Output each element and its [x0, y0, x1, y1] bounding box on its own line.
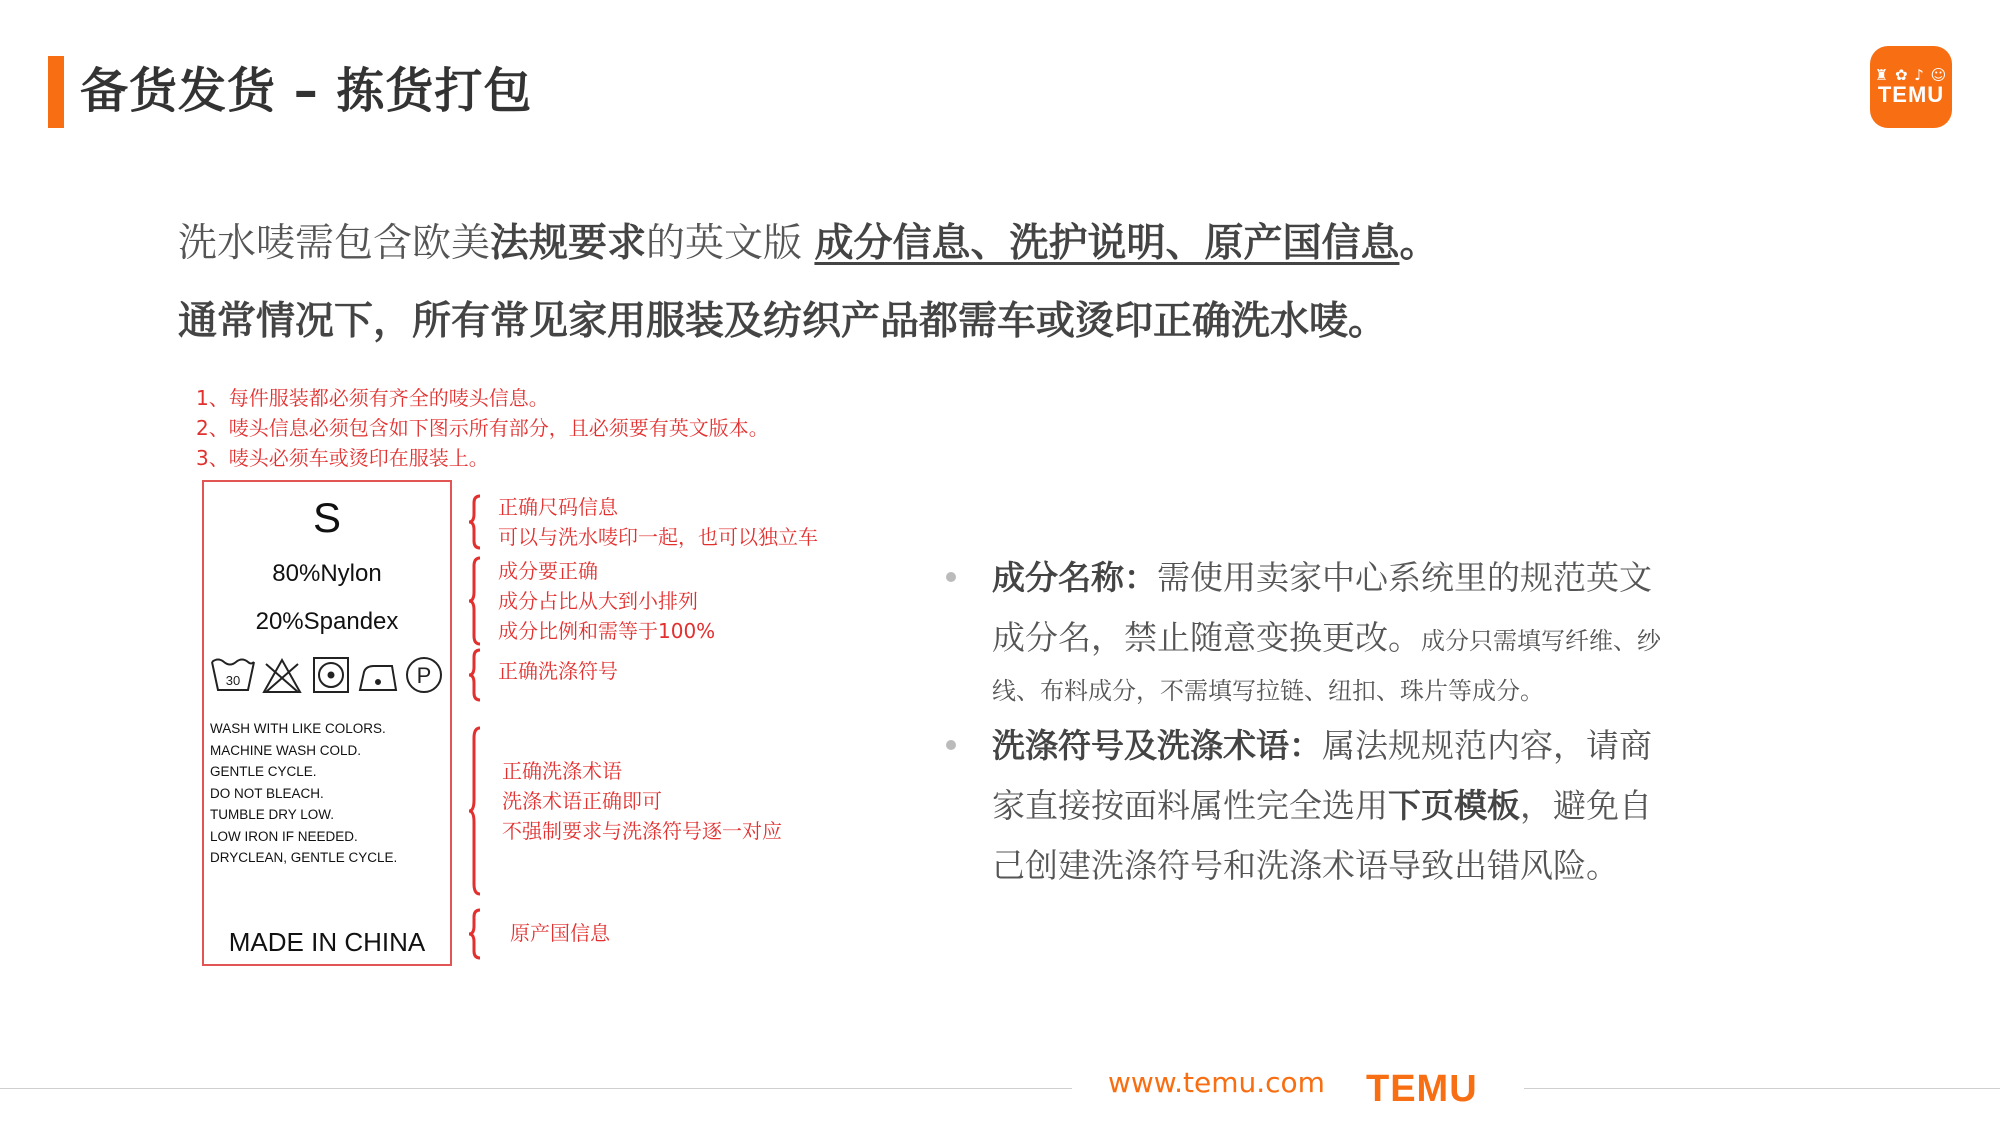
bullet-2-line-1: 洗涤符号及洗涤术语：属法规规范内容，请商 [992, 726, 1652, 765]
brace-origin [462, 908, 486, 960]
care-line: DRYCLEAN, GENTLE CYCLE. [210, 850, 398, 865]
tumble-dry-low-icon [314, 658, 348, 692]
care-line: TUMBLE DRY LOW. [210, 807, 335, 822]
bullet-1-line-2: 成分名，禁止随意变换更改。成分只需填写纤维、纱 [992, 618, 1661, 657]
bullet-dot-2 [946, 740, 956, 750]
bullet-1-line-1: 成分名称：需使用卖家中心系统里的规范英文 [992, 558, 1652, 597]
rule-item-2: 2、唛头信息必须包含如下图示所有部分，且必须要有英文版本。 [196, 416, 769, 440]
bullet-2-line-3: 己创建洗涤符号和洗涤术语导致出错风险。 [992, 846, 1619, 885]
brace-symbols [462, 648, 486, 702]
do-not-bleach-icon [264, 660, 300, 692]
care-line: LOW IRON IF NEEDED. [210, 828, 358, 844]
annotation-size: 正确尺码信息 可以与洗水唛印一起，也可以独立车 [498, 495, 818, 549]
bullet-dot-1 [946, 572, 956, 582]
temu-logo [1870, 46, 1952, 128]
wash-temp-text: 30 [225, 673, 241, 688]
rule-item-3: 3、唛头必须车或烫印在服装上。 [196, 446, 489, 470]
iron-low-icon [360, 666, 396, 690]
care-line: GENTLE CYCLE. [210, 764, 317, 779]
logo-glyphs: ♜ ✿ ♪ ☺ [1874, 66, 1948, 84]
logo-wordmark: TEMU [1877, 82, 1945, 107]
care-symbols [210, 652, 446, 698]
intro-line-1: 洗水唛需包含欧美法规要求的英文版 成分信息、洗护说明、原产国信息。 [178, 221, 1439, 266]
intro-line-2: 通常情况下，所有常见家用服装及纺织产品都需车或烫印正确洗水唛。 [178, 299, 1388, 344]
annotation-composition: 成分要正确 成分占比从大到小排列 成分比例和需等于100% [498, 559, 716, 643]
title-accent-bar [48, 56, 64, 128]
care-line: MACHINE WASH COLD. [210, 742, 362, 758]
brace-size [462, 494, 486, 550]
label-size: S [312, 494, 341, 541]
annotation-origin: 原产国信息 [510, 921, 610, 945]
footer-logo: TEMU [1366, 1068, 1478, 1110]
care-line: WASH WITH LIKE COLORS. [210, 721, 386, 736]
bullet-1-line-3: 线、布料成分，不需填写拉链、纽扣、珠片等成分。 [992, 677, 1544, 705]
brace-terms [462, 726, 486, 896]
svg-text:P: P [416, 663, 432, 688]
intro-underlined-requirements: 成分信息、洗护说明、原产国信息 [814, 221, 1400, 266]
label-origin: MADE IN CHINA [228, 927, 426, 957]
footer-divider-left [0, 1088, 1072, 1089]
footer-divider-right [1524, 1088, 2000, 1089]
footer-url[interactable]: www.temu.com [1108, 1066, 1325, 1099]
annotation-terms: 正确洗涤术语 洗涤术语正确即可 不强制要求与洗涤符号逐一对应 [502, 759, 782, 843]
wash-label-sample [202, 480, 452, 966]
label-composition-2: 20%Spandex [255, 608, 399, 635]
page-title: 备货发货 – 拣货打包 [80, 63, 533, 119]
rule-item-1: 1、每件服装都必须有齐全的唛头信息。 [196, 386, 549, 410]
brace-composition [462, 556, 486, 646]
bullet-2-line-2: 家直接按面料属性完全选用下页模板，避免自 [992, 786, 1652, 825]
care-line: DO NOT BLEACH. [210, 785, 324, 801]
care-instructions [210, 718, 446, 869]
dryclean-p-icon [407, 658, 441, 692]
annotation-symbols: 正确洗涤符号 [498, 659, 618, 683]
label-composition-1: 80%Nylon [272, 560, 382, 587]
wash-30-icon [212, 660, 254, 691]
